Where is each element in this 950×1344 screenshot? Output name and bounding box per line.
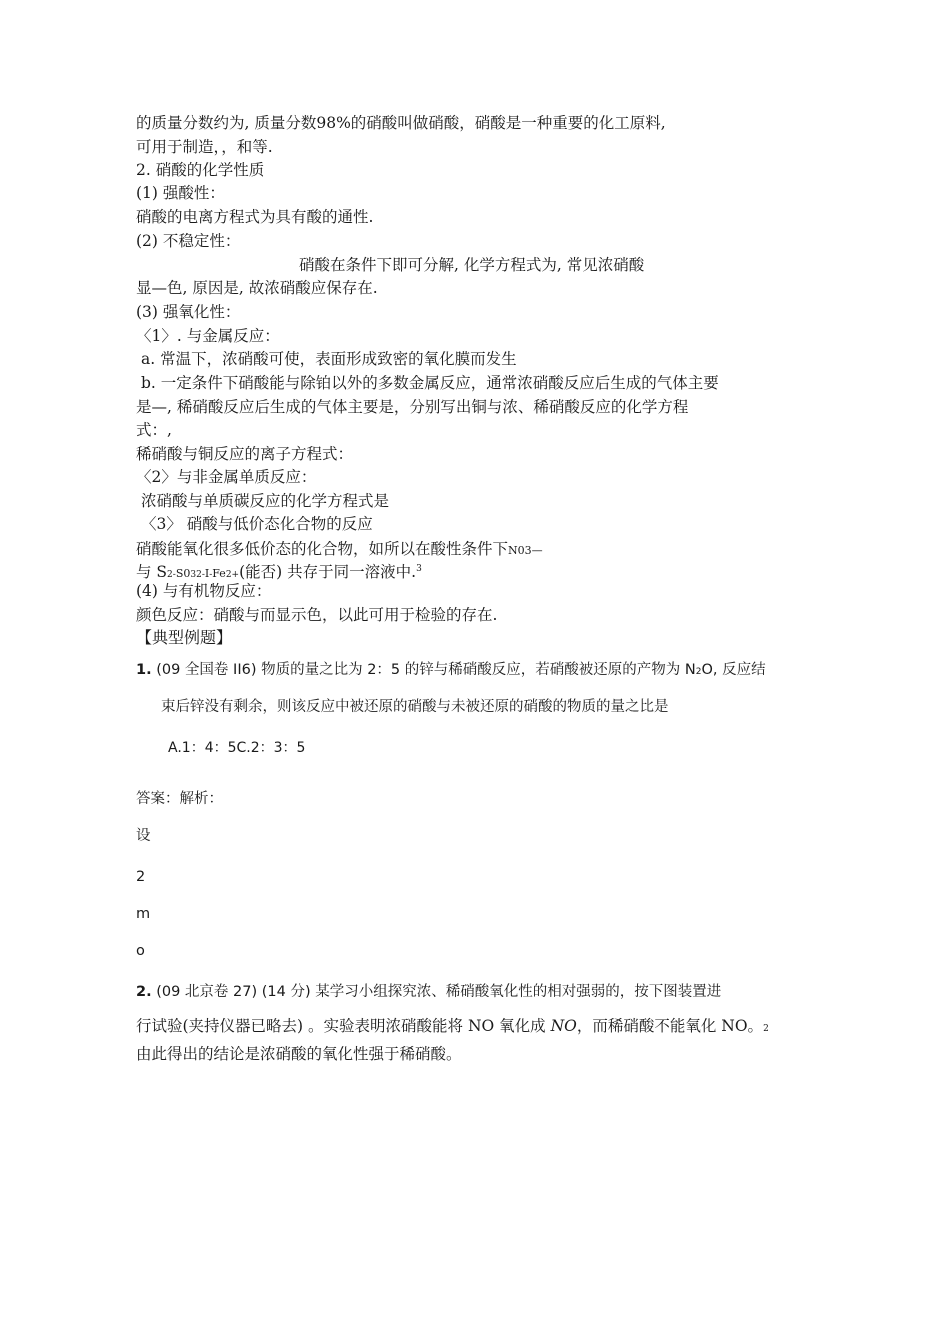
question-text: (09 北京卷 27) (14 分) 某学习小组探究浓、稀硝酸氧化性的相对强弱的，按下图装置进 xyxy=(156,984,722,1000)
section-heading: 2. 硝酸的化学性质 xyxy=(136,161,265,179)
text-line: (3) 强氧化性： xyxy=(136,303,241,321)
question-text: 由此得出的结论是浓硝酸的氧化性强于稀硝酸。 xyxy=(136,1045,462,1063)
text-line: 稀硝酸与铜反应的离子方程式： xyxy=(136,445,354,463)
formula-sub: - xyxy=(209,570,213,581)
answer-char: o xyxy=(136,943,145,959)
text-line: (4) 与有机物反应： xyxy=(136,582,272,600)
text-line: 〈2〉与非金属单质反应： xyxy=(136,468,317,486)
text-line: 〈3〉 硝酸与低价态化合物的反应 xyxy=(141,515,373,533)
question-number: 2. xyxy=(136,984,152,1000)
text-line: 〈1〉. 与金属反应： xyxy=(136,327,280,345)
text-line xyxy=(136,539,543,561)
formula-sub: 32- xyxy=(190,570,205,581)
text-line: b. 一定条件下硝酸能与除铂以外的多数金属反应，通常浓硝酸反应后生成的气体主要 xyxy=(141,374,719,392)
text-span: 与 S xyxy=(136,563,168,582)
text-line: 式：, xyxy=(136,421,172,439)
answer-options: A.1：4：5C.2：3：5 xyxy=(168,740,306,756)
footnote-mark: 3 xyxy=(416,564,422,574)
text-span: ，而稀硝酸不能氧化 NO。 xyxy=(576,1017,764,1035)
question-text xyxy=(136,1016,769,1039)
answer-char: 2 xyxy=(136,869,146,885)
text-line: 硝酸的电离方程式为具有酸的通性. xyxy=(136,208,374,226)
text-line: 浓硝酸与单质碳反应的化学方程式是 xyxy=(141,492,390,510)
answer-label: 答案：解析： xyxy=(136,791,223,807)
formula-text: N03— xyxy=(508,544,543,557)
text-line: 硝酸在条件下即可分解, 化学方程式为, 常见浓硝酸 xyxy=(299,256,645,274)
question-text: (09 全国卷 II6) 物质的量之比为 2：5 的锌与稀硝酸反应，若硝酸被还原的产物为 N xyxy=(156,662,696,678)
text-line: 可用于制造，，和等. xyxy=(136,138,273,156)
formula-sub: 2 xyxy=(763,1024,769,1034)
text-line: 的质量分数约为, 质量分数98%的硝酸叫做硝酸，硝酸是一种重要的化工原料, xyxy=(136,114,666,132)
question-text: 束后锌没有剩余，则该反应中被还原的硝酸与未被还原的硝酸的物质的量之比是 xyxy=(161,699,669,715)
text-span: 行试验(夹持仪器已略去) 。实验表明浓硝酸能将 NO 氧化成 xyxy=(136,1017,551,1035)
question-2 xyxy=(136,982,721,1002)
text-span: (能否) 共存于同一溶液中. xyxy=(239,563,417,582)
formula-italic: NO xyxy=(550,1017,577,1035)
text-line: 显—色, 原因是, 故浓硝酸应保存在. xyxy=(136,279,378,297)
text-line: (2) 不稳定性： xyxy=(136,232,241,250)
formula-sub: 2- xyxy=(167,570,176,581)
formula-text: I xyxy=(204,567,210,581)
text-line: a. 常温下，浓硝酸可使，表面形成致密的氧化膜而发生 xyxy=(141,350,517,368)
formula-text: S0 xyxy=(175,567,191,581)
formula-sub: 2 xyxy=(695,667,702,677)
question-text: O, 反应结 xyxy=(701,662,766,678)
formula-sub: 2+ xyxy=(225,570,240,581)
text-line: 是—, 稀硝酸反应后生成的气体主要是，分别写出铜与浓、稀硝酸反应的化学方程 xyxy=(136,398,689,416)
question-1 xyxy=(136,660,766,682)
text-span: 硝酸能氧化很多低价态的化合物，如所以在酸性条件下 xyxy=(136,540,509,558)
answer-char: m xyxy=(136,906,151,922)
text-line: (1) 强酸性： xyxy=(136,184,225,202)
formula-text: Fe xyxy=(212,567,226,581)
example-heading: 【典型例题】 xyxy=(136,628,233,647)
text-line: 颜色反应：硝酸与而显示色，以此可用于检验的存在. xyxy=(136,606,498,624)
answer-char: 设 xyxy=(136,828,151,844)
question-number: 1. xyxy=(136,662,152,678)
